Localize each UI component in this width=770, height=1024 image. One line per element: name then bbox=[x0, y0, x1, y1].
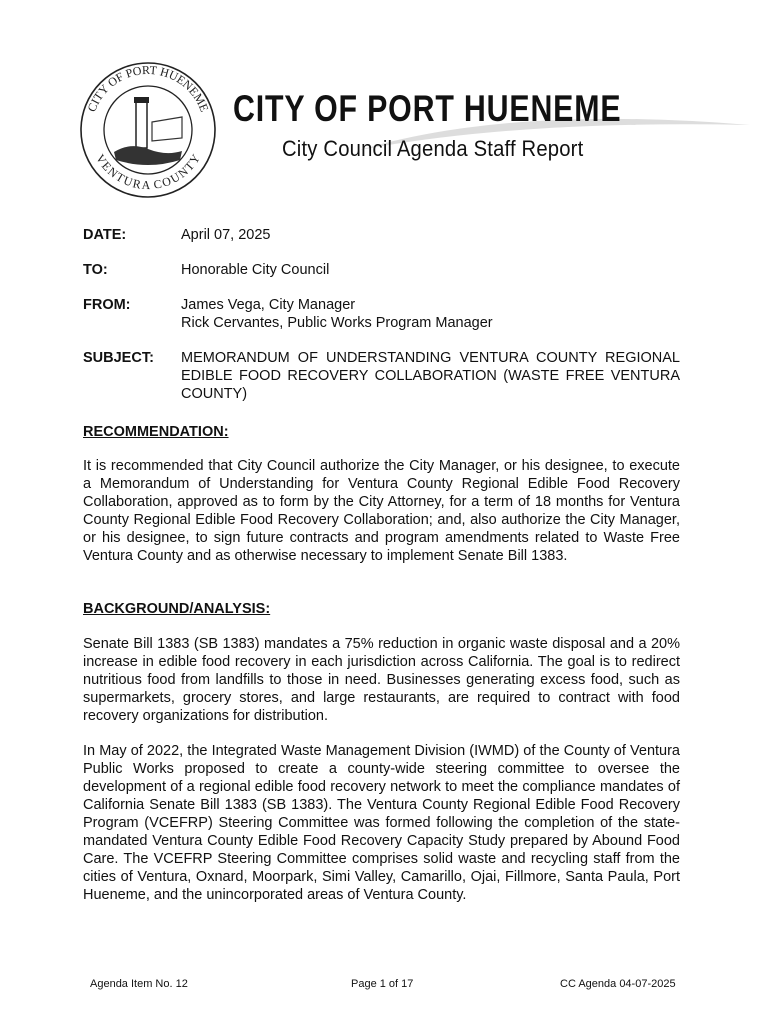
to-value: Honorable City Council bbox=[181, 262, 330, 278]
footer-agenda-date: CC Agenda 04-07-2025 bbox=[560, 978, 676, 990]
background-paragraph: In May of 2022, the Integrated Waste Management Division (IWMD) of the County of Ventura Public Works proposed to create a county-wide steering committee to oversee the development of a regional edible food recovery network to meet the compliance mandates of California Senate Bill 1383 (SB 1383). The Ventura County Regional Edible Food Recovery Program (VCEFRP) Steering Committee was formed following the completion of the state-mandated Ventura County Edible Food Recovery Capacity Study prepared by Abound Food Care. The VCEFRP Steering Committee comprises solid waste and recycling staff from the cities of Ventura, Oxnard, Moorpark, Simi Valley, Camarillo, Ojai, Fillmore, Santa Paula, Port Hueneme, and the unincorporated areas of Ventura County. bbox=[83, 743, 680, 903]
report-subtitle: City Council Agenda Staff Report bbox=[282, 136, 584, 161]
city-title: CITY OF PORT HUENEME bbox=[233, 88, 622, 129]
date-label: DATE: bbox=[83, 227, 127, 243]
background-paragraph: Senate Bill 1383 (SB 1383) mandates a 75% reduction in organic waste disposal and a 20% increase in edible food recovery in each jurisdiction across California. The goal is to redirect nutritious food from landfills to those in need. Businesses generating excess food, such as supermarkets, grocery stores, and large restaurants, are required to contract with food recovery organizations for distribution. bbox=[83, 636, 680, 724]
recommendation-paragraph: It is recommended that City Council authorize the City Manager, or his designee, to execute a Memorandum of Understanding for Ventura County Regional Edible Food Recovery Collaboration, approved as to form by the City Attorney, for a term of 18 months for Ventura County Regional Edible Food Recovery Collaboration; and, also authorize the City Manager, or his designee, to sign future contracts and program amendments related to Waste Free Ventura County and as otherwise necessary to implement Senate Bill 1383. bbox=[83, 458, 680, 564]
subject-label: SUBJECT: bbox=[83, 350, 154, 366]
svg-text:VENTURA COUNTY: VENTURA COUNTY bbox=[93, 151, 203, 192]
footer-agenda-item: Agenda Item No. 12 bbox=[90, 978, 188, 990]
city-seal-lettering bbox=[78, 62, 218, 198]
footer-page-number: Page 1 of 17 bbox=[351, 978, 414, 990]
from-label: FROM: bbox=[83, 297, 131, 313]
background-heading: BACKGROUND/ANALYSIS: bbox=[83, 601, 271, 617]
subject-value: MEMORANDUM OF UNDERSTANDING VENTURA COUNTY REGIONAL EDIBLE FOOD RECOVERY COLLABORATION (WASTE FREE VENTURA COUNTY) bbox=[181, 350, 680, 402]
svg-text:CITY OF PORT HUENEME: CITY OF PORT HUENEME bbox=[84, 62, 212, 114]
to-label: TO: bbox=[83, 262, 108, 278]
from-line: James Vega, City Manager bbox=[181, 297, 356, 313]
recommendation-heading: RECOMMENDATION: bbox=[83, 424, 229, 440]
from-line: Rick Cervantes, Public Works Program Manager bbox=[181, 315, 493, 331]
date-value: April 07, 2025 bbox=[181, 227, 271, 243]
from-value bbox=[181, 296, 493, 332]
